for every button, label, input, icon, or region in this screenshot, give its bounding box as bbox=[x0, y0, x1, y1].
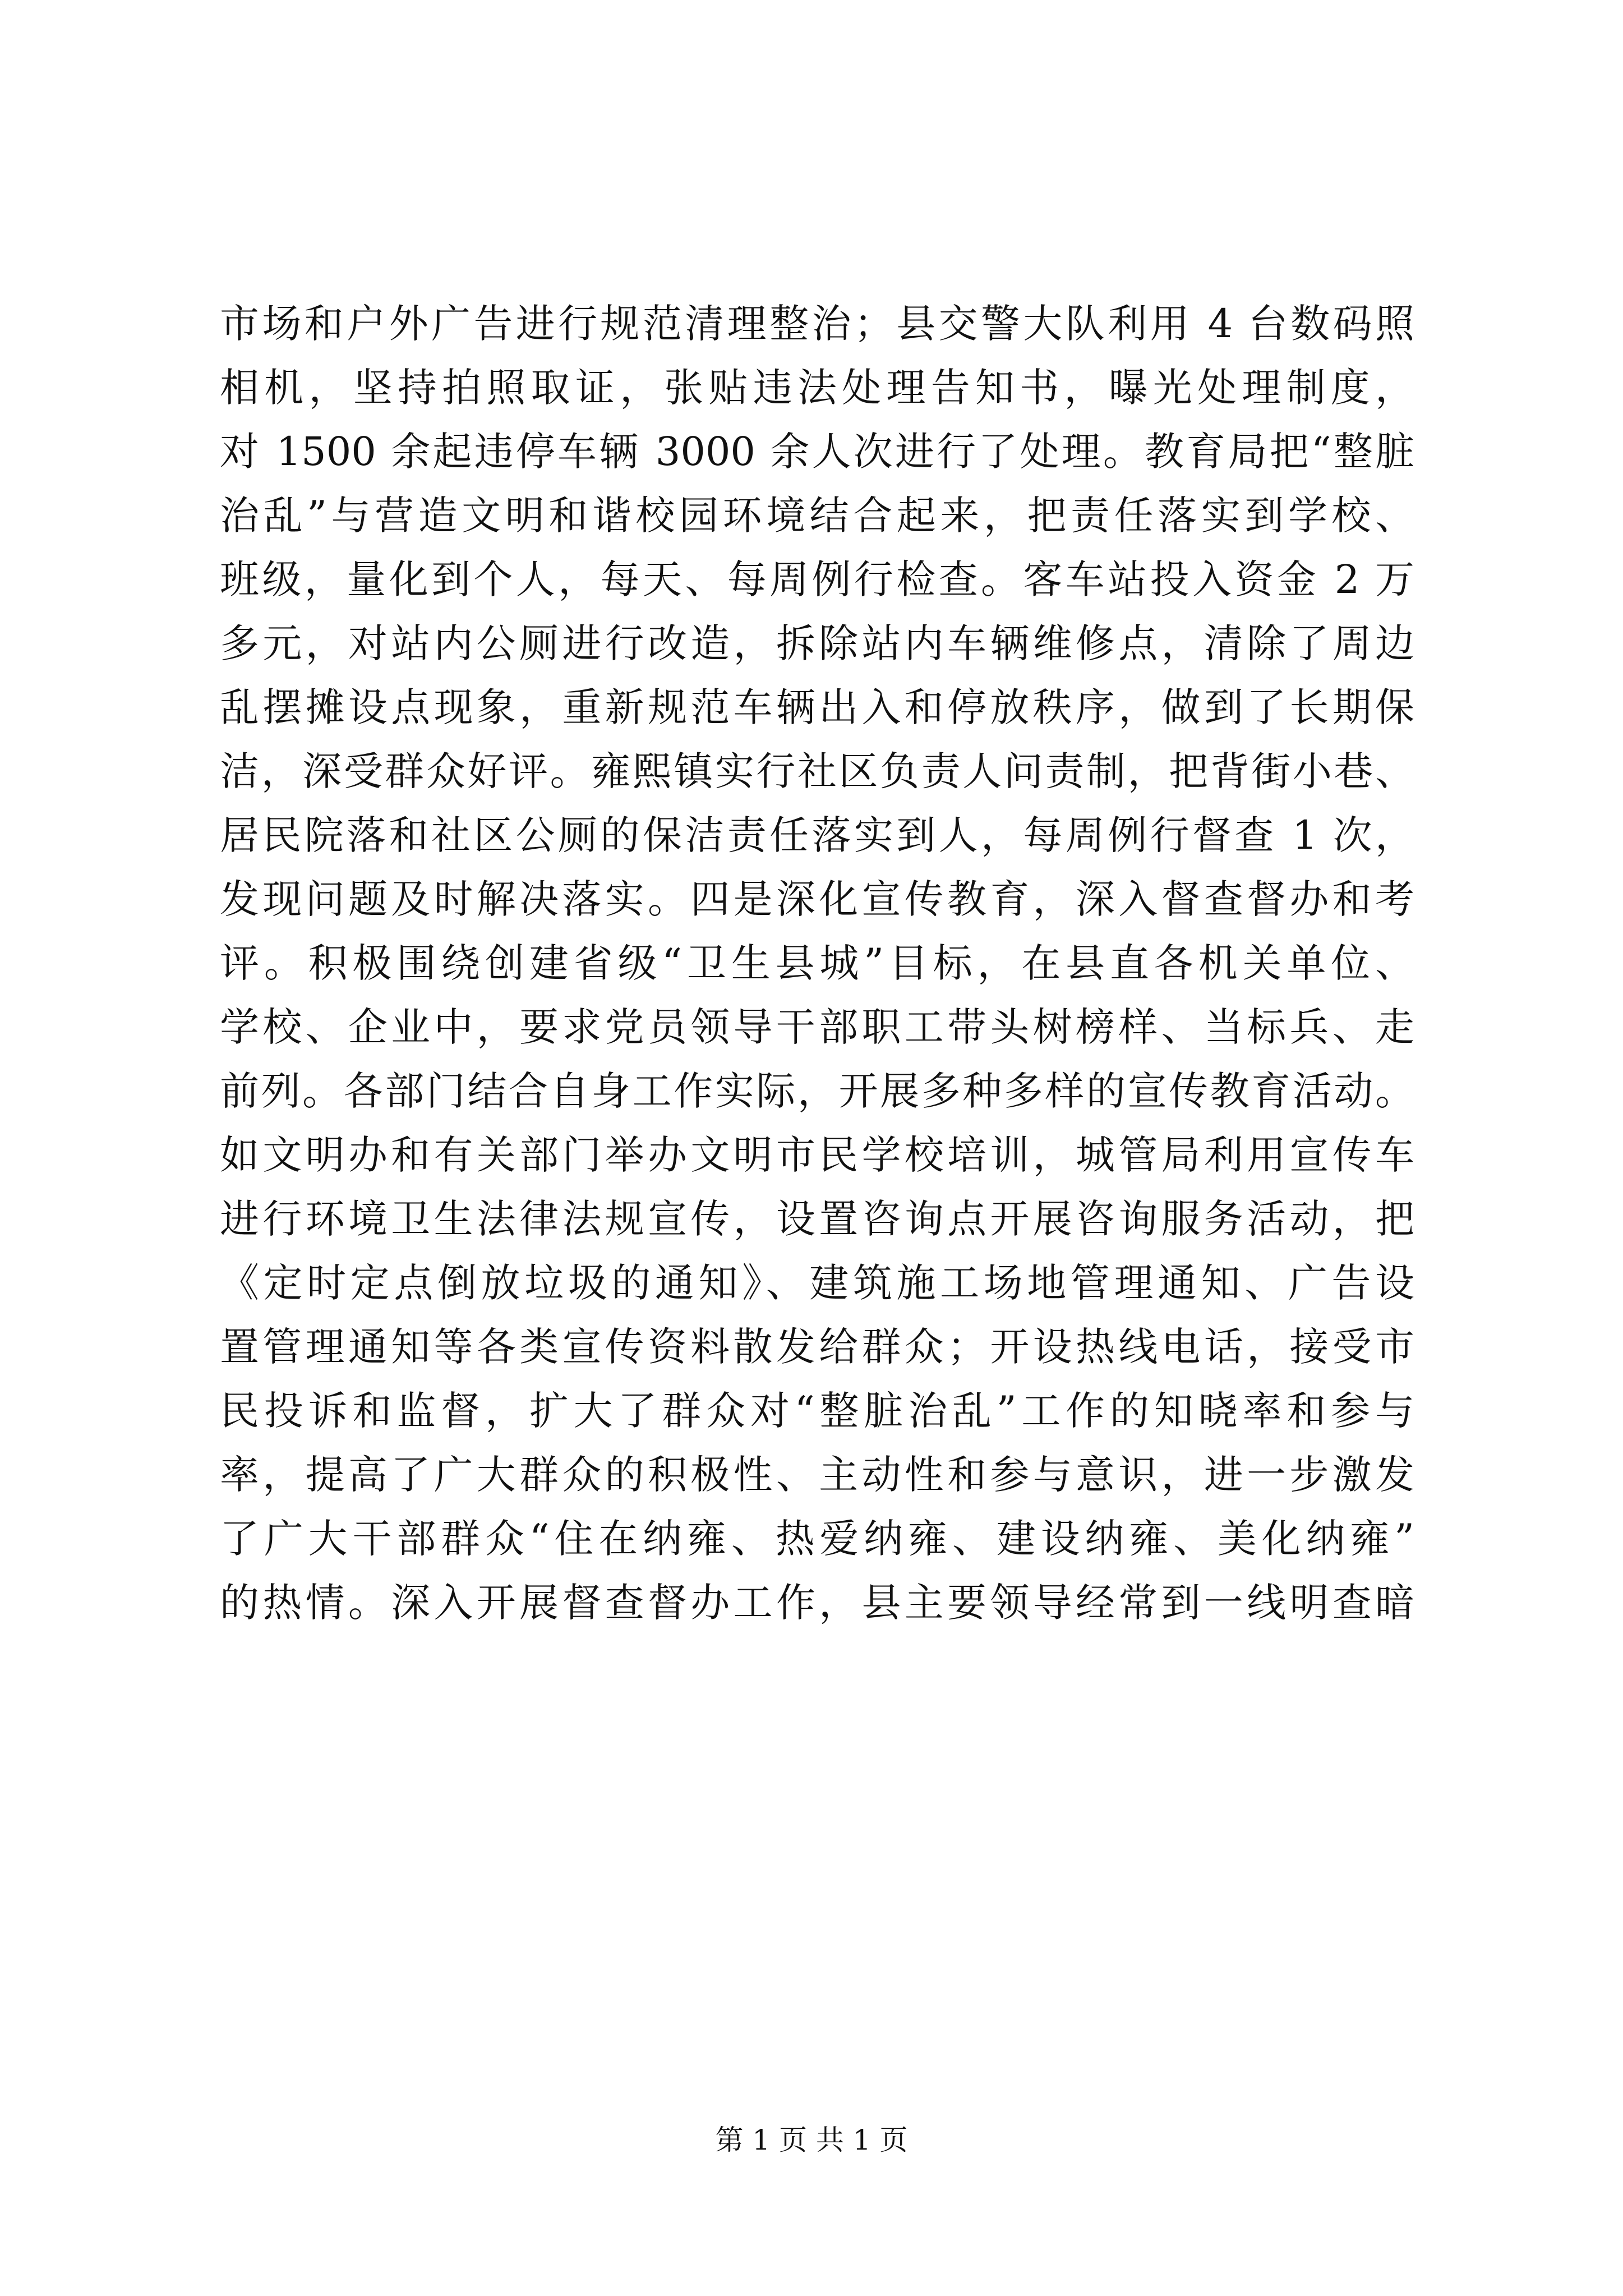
text-line: 市场和户外广告进行规范清理整治；县交警大队利用 4 台数码照 bbox=[220, 301, 1414, 347]
text-line: 多元，对站内公厕进行改造，拆除站内车辆维修点，清除了周边 bbox=[220, 620, 1414, 666]
text-line: 民投诉和监督，扩大了群众对“整脏治乱”工作的知晓率和参与 bbox=[220, 1388, 1414, 1434]
text-line: 居民院落和社区公厕的保洁责任落实到人，每周例行督查 1 次， bbox=[220, 812, 1414, 858]
text-line: 《定时定点倒放垃圾的通知》、建筑施工场地管理通知、广告设 bbox=[220, 1260, 1414, 1306]
text-line: 相机，坚持拍照取证，张贴违法处理告知书，曝光处理制度， bbox=[220, 365, 1414, 411]
text-line: 治乱”与营造文明和谐校园环境结合起来，把责任落实到学校、 bbox=[220, 493, 1414, 539]
text-line: 班级，量化到个人，每天、每周例行检查。客车站投入资金 2 万 bbox=[220, 556, 1414, 602]
text-line: 进行环境卫生法律法规宣传，设置咨询点开展咨询服务活动，把 bbox=[220, 1196, 1414, 1242]
text-line: 的热情。深入开展督查督办工作，县主要领导经常到一线明查暗 bbox=[220, 1580, 1414, 1626]
text-line: 乱摆摊设点现象，重新规范车辆出入和停放秩序，做到了长期保 bbox=[220, 684, 1414, 730]
text-line: 对 1500 余起违停车辆 3000 余人次进行了处理。教育局把“整脏 bbox=[220, 429, 1414, 475]
text-line: 洁，深受群众好评。雍熙镇实行社区负责人问责制，把背街小巷、 bbox=[220, 748, 1414, 794]
text-line: 了广大干部群众“住在纳雍、热爱纳雍、建设纳雍、美化纳雍” bbox=[220, 1516, 1414, 1562]
body-text bbox=[220, 292, 1414, 1635]
text-line: 发现问题及时解决落实。四是深化宣传教育，深入督查督办和考 bbox=[220, 876, 1414, 922]
text-line: 率，提高了广大群众的积极性、主动性和参与意识，进一步激发 bbox=[220, 1452, 1414, 1498]
page-footer: 第 1 页 共 1 页 bbox=[715, 2124, 908, 2156]
text-line: 学校、企业中，要求党员领导干部职工带头树榜样、当标兵、走 bbox=[220, 1004, 1414, 1050]
text-line: 置管理通知等各类宣传资料散发给群众；开设热线电话，接受市 bbox=[220, 1324, 1414, 1370]
text-line: 如文明办和有关部门举办文明市民学校培训，城管局利用宣传车 bbox=[220, 1132, 1414, 1178]
text-line: 前列。各部门结合自身工作实际，开展多种多样的宣传教育活动。 bbox=[220, 1068, 1414, 1114]
text-line: 评。积极围绕创建省级“卫生县城”目标，在县直各机关单位、 bbox=[220, 940, 1414, 986]
